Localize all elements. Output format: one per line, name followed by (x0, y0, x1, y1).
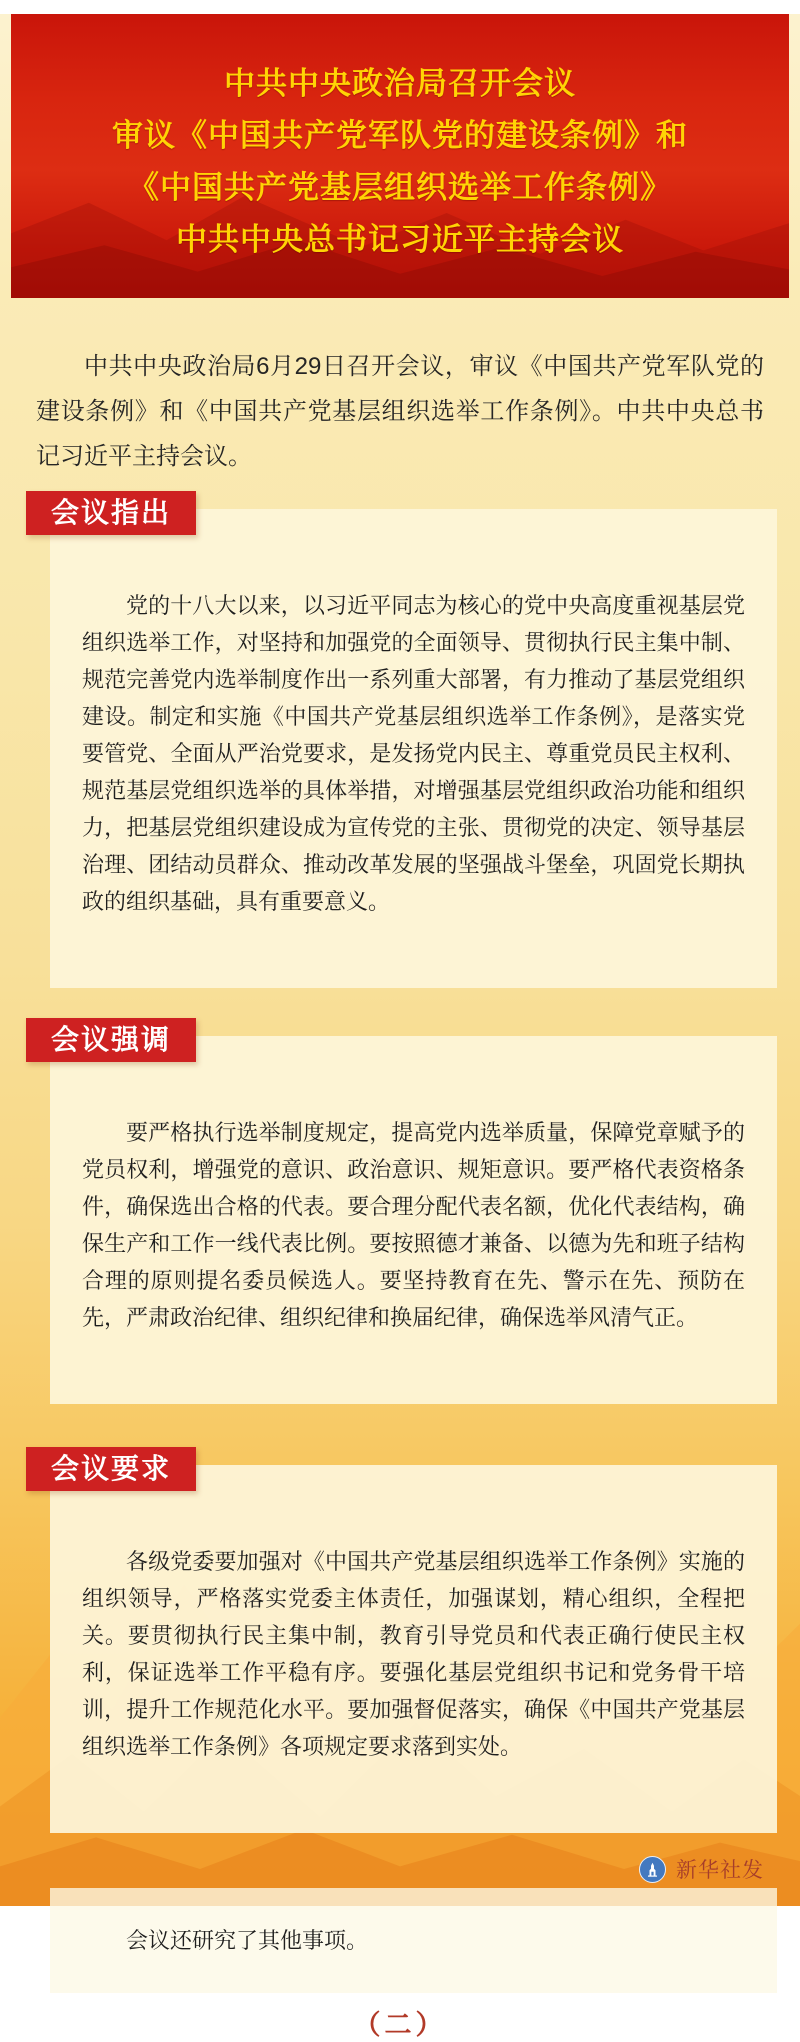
section-paragraph: 要严格执行选举制度规定，提高党内选举质量，保障党章赋予的党员权利，增强党的意识、政治意识、规矩意识。要严格代表资格条件，确保选出合格的代表。要合理分配代表名额，优化代表结构，确保生产和工作一线代表比例。要按照德才兼备、以德为先和班子结构合理的原则提名委员候选人。要坚持教育在先、警示在先、预防在先，严肃政治纪律、组织纪律和换届纪律，确保选举风清气正。 (82, 1120, 745, 1330)
header-banner (11, 14, 789, 298)
section-box-required (50, 1465, 777, 1833)
closing-note-text: 会议还研究了其他事项。 (126, 1928, 369, 1953)
section-label-pointed-out: 会议指出 (26, 491, 196, 535)
headline-line-2: 审议《中国共产党军队党的建设条例》和 (112, 118, 688, 153)
section-meeting-pointed-out (0, 479, 800, 988)
headline-title (11, 14, 789, 266)
section-paragraph: 各级党委要加强对《中国共产党基层组织选举工作条例》实施的组织领导，严格落实党委主体责任，加强谋划，精心组织，全程把关。要贯彻执行民主集中制，教育引导党员和代表正确行使民主权利，保证选举工作平稳有序。要强化基层党组织书记和党务骨干培训，提升工作规范化水平。要加强督促落实，确保《中国共产党基层组织选举工作条例》各项规定要求落到实处。 (82, 1549, 745, 1759)
section-box-pointed-out (50, 509, 777, 988)
headline-line-4: 中共中央总书记习近平主持会议 (176, 222, 624, 257)
headline-line-1: 中共中央政治局召开会议 (224, 66, 576, 101)
page-marker: （二） (353, 2010, 447, 2040)
credit-text: 新华社发 (676, 1859, 764, 1882)
section-paragraph: 党的十八大以来，以习近平同志为核心的党中央高度重视基层党组织选举工作，对坚持和加强党的全面领导、贯彻执行民主集中制、规范完善党内选举制度作出一系列重大部署，有力推动了基层党组织建设。制定和实施《中国共产党基层组织选举工作条例》，是落实党要管党、全面从严治党要求，是发扬党内民主、尊重党员民主权利、规范基层党组织选举的具体举措，对增强基层党组织政治功能和组织力，把基层党组织建设成为宣传党的主张、贯彻党的决定、领导基层治理、团结动员群众、推动改革发展的坚强战斗堡垒，巩固党长期执政的组织基础，具有重要意义。 (82, 593, 745, 914)
section-meeting-required (0, 1404, 800, 1833)
section-label-stressed: 会议强调 (26, 1018, 196, 1062)
xinhua-logo-icon (639, 1856, 666, 1883)
headline-line-3: 《中国共产党基层组织选举工作条例》 (128, 170, 672, 205)
news-graphic-page (0, 14, 800, 2040)
section-label-required: 会议要求 (26, 1447, 196, 1491)
credit-row (639, 1854, 764, 1884)
closing-note-box (50, 1888, 777, 1993)
section-meeting-stressed (0, 988, 800, 1404)
intro-paragraph: 中共中央政治局6月29日召开会议，审议《中国共产党军队党的建设条例》和《中国共产党基层组织选举工作条例》。中共中央总书记习近平主持会议。 (36, 353, 764, 470)
section-box-stressed (50, 1036, 777, 1404)
